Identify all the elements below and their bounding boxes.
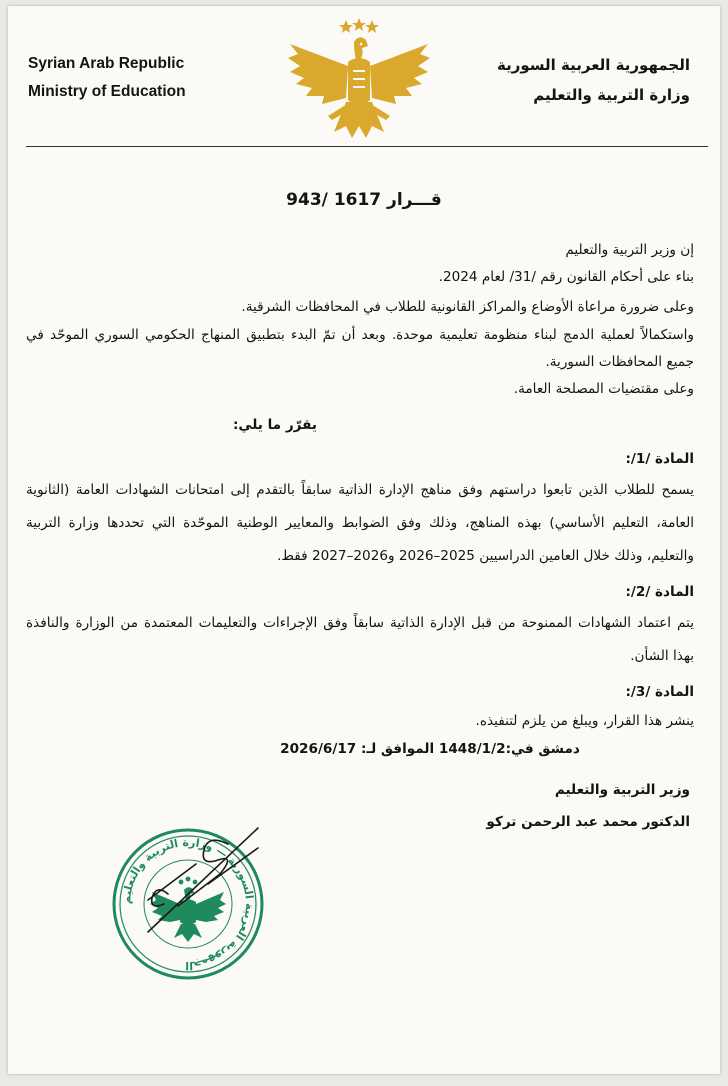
article-3-text: ينشر هذا القرار، ويبلغ من يلزم لتنفيذه. <box>475 713 694 729</box>
decides-heading: يقرّر ما يلي: <box>233 417 317 433</box>
preamble-public-interest: وعلى مقتضيات المصلحة العامة. <box>513 381 694 397</box>
header-ministry-ar: وزارة التربية والتعليم <box>533 86 690 104</box>
article-1-heading: المادة /1/: <box>625 451 694 467</box>
article-3-heading: المادة /3/: <box>625 684 694 700</box>
article-1-text: يسمح للطلاب الذين تابعوا دراستهم وفق مناهج الإدارة الذاتية سابقاً بالتقدم إلى امتحانات الشهادات العامة (الثانوية العامة، التعليم الأساسي) بهذه المناهج، وذلك وفق الضوابط والمعايير الوطنية الموحّدة التي تحددها وزارة التربية والتعليم، وذلك خلال العامين الدراسيين 2025–2026 و2026–2027 فقط. <box>26 482 694 564</box>
eagle-emblem-icon <box>284 14 434 144</box>
header-arabic <box>497 50 690 110</box>
article-2-heading: المادة /2/: <box>625 584 694 600</box>
seal-ring-text: الجمهورية العربية السورية — وزارة التربية والتعليم <box>119 835 257 973</box>
preamble-eastern: وعلى ضرورة مراعاة الأوضاع والمراكز القانونية للطلاب في المحافظات الشرقية. <box>241 299 694 315</box>
decree-title: قـــرار 1617 /943 <box>286 190 442 210</box>
header-ministry-en: Ministry of Education <box>28 83 186 100</box>
signature-block <box>486 774 690 838</box>
signature-title: وزير التربية والتعليم <box>554 782 690 798</box>
preamble-law: بناء على أحكام القانون رقم /31/ لعام 2024. <box>438 269 694 285</box>
header-country-ar: الجمهورية العربية السورية <box>497 56 690 74</box>
signature-name: الدكتور محمد عبد الرحمن تركو <box>486 814 690 830</box>
header-english <box>28 50 186 106</box>
preamble-integration: واستكمالاً لعملية الدمج لبناء منظومة تعليمية موحدة. وبعد أن تمّ البدء بتطبيق المنهاج الحكومي السوري الموحّد في جميع المحافظات السورية. <box>26 327 694 370</box>
decree-document <box>8 6 720 1074</box>
header-divider <box>26 146 708 147</box>
date-line: دمشق في:1448/1/2 الموافق لـ: 2026/6/17 <box>280 741 580 757</box>
preamble-minister: إن وزير التربية والتعليم <box>565 242 694 258</box>
header-country-en: Syrian Arab Republic <box>28 55 185 72</box>
decree-body <box>26 236 694 763</box>
article-2-text: يتم اعتماد الشهادات الممنوحة من قبل الإدارة الذاتية سابقاً وفق الإجراءات والتعليمات المعتمدة من الوزارة والنافذة بهذا الشأن. <box>26 615 694 664</box>
handwritten-signature-icon <box>108 814 278 964</box>
